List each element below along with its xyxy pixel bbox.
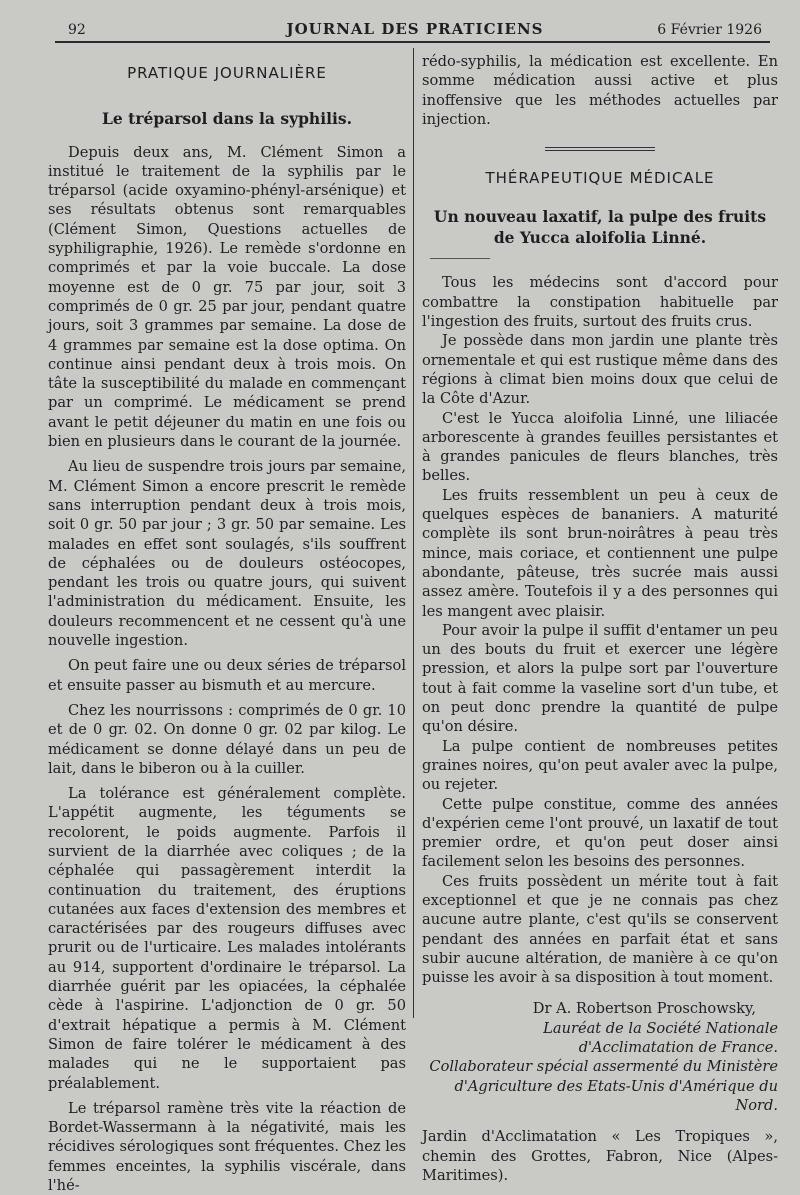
section-heading-left: PRATIQUE JOURNALIÈRE: [127, 64, 327, 82]
paragraph: Depuis deux ans, M. Clément Simon a institué le traitement de la syphilis par le tréparsol (acide oxyamino-phényl-arsénique) et ses résultats obtenus sont remarquables (Clément Simon, Questions actuelles de syphiligraphie, 1926). Le remède s'ordonne en comprimés et par la voie buccale. La dose moyenne est de 0 gr. 75 par jour, soit 3 comprimés de 0 gr. 25 par jour, pendant quatre jours, soit 3 grammes par semaine. La dose de 4 grammes par semaine est la dose optima. On continue ainsi pendant deux à trois mois. On tâte la susceptibilité du malade en commençant par un comprimé. Le médicament se prend avant le petit déjeuner du matin en une fois ou bien en plusieurs dans le courant de la journée.: [48, 143, 406, 451]
author-name: Dr A. Robertson Proschowsky,: [532, 1000, 756, 1018]
section-separator: [545, 147, 655, 151]
article-title-treparsol: Le tréparsol dans la syphilis.: [102, 109, 352, 129]
issue-date: 6 Février 1926: [657, 22, 762, 38]
author-credential: Collaborateur spécial assermenté du Ministère: [429, 1058, 778, 1076]
paragraph: La tolérance est généralement complète. L'appétit augmente, les téguments se recolorent, le poids augmente. Parfois il survient de la diarrhée avec coliques ; de la céphalée qui passagèrement interdit la continuation du traitement, des éruptions cutanées aux faces d'extension des membres et caractérisées par des rougeurs diffuses avec prurit ou de l'urticaire. Les malades intolérants au 914, supportent d'ordinaire le tréparsol. La diarrhée guérit par les opiacées, la céphalée cède à l'aspirine. L'adjonction de 0 gr. 50 d'extrait hépatique a permis à M. Clément Simon de faire tolérer le médicament à des malades qui ne le supportaient pas préalablement.: [48, 785, 406, 1092]
author-address: Jardin d'Acclimatation « Les Tropiques », chemin des Grottes, Fabron, Nice (Alpes-Maritimes).: [422, 1128, 778, 1184]
paragraph: Ces fruits possèdent un mérite tout à fait exceptionnel et que je ne connais pas chez aucune autre plante, c'est qu'ils se conservent pendant des années en parfait état et sans subir aucune altération, de manière à ce qu'on puisse les avoir à sa disposition à tout moment.: [422, 872, 778, 987]
paragraph: La pulpe contient de nombreuses petites graines noires, qu'on peut avaler avec la pulpe, ou rejeter.: [422, 737, 778, 794]
author-credential: Lauréat de la Société Nationale: [543, 1019, 778, 1037]
paragraph: Je possède dans mon jardin une plante très ornementale et qui est rustique même dans des régions à climat bien moins doux que celui de la Côte d'Azur.: [422, 332, 778, 408]
continued-paragraph: rédo-syphilis, la médication est excellente. En somme médication aussi active et plus inoffensive que les méthodes actuelles par injection.: [422, 53, 778, 128]
section-heading-right: THÉRAPEUTIQUE MÉDICALE: [485, 169, 715, 188]
paragraph: Au lieu de suspendre trois jours par semaine, M. Clément Simon a encore prescrit le remède sans interruption pendant deux à trois mois, soit 0 gr. 50 par jour ; 3 gr. 50 par semaine. Les malades en effet sont soulagés, s'ils souffrent de céphalées ou de douleurs ostéocopes, pendant les trois ou quatre jours, qui suivent l'administration du médicament. Ensuite, les douleurs recommencent et ne cessent qu'à une nouvelle ingestion.: [48, 458, 406, 650]
author-credential: d'Acclimatation de France.: [578, 1039, 778, 1057]
article-title-yucca: [422, 206, 778, 248]
page-number: 92: [68, 22, 86, 38]
column-divider: [413, 48, 414, 1018]
paragraph: On peut faire une ou deux séries de tréparsol et ensuite passer au bismuth et au mercure.: [48, 657, 406, 694]
title-rule: [430, 258, 490, 259]
left-column: [48, 52, 406, 1195]
paragraph: Tous les médecins sont d'accord pour combattre la constipation habituelle par l'ingestion des fruits, surtout des fruits crus.: [422, 274, 778, 331]
paragraph: Le tréparsol ramène très vite la réaction de Bordet-Wassermann à la négativité, mais les récidives sérologiques sont fréquentes. Chez les femmes enceintes, la syphilis viscérale, dans l'hé-: [48, 1099, 406, 1195]
title-line: Un nouveau laxatif, la pulpe des fruits: [433, 207, 767, 227]
paragraph: Chez les nourrissons : comprimés de 0 gr. 10 et de 0 gr. 02. On donne 0 gr. 02 par kilog. Le médicament se donne délayé dans un peu de lait, dans le biberon ou à la cuiller.: [48, 701, 406, 777]
paragraph: Pour avoir la pulpe il suffit d'entamer un peu un des bouts du fruit et exercer une légère pression, et alors la pulpe sort par l'ouverture tout à fait comme la vaseline sort d'un tube, et on peut donc prendre la quantité de pulpe qu'on désire.: [422, 621, 778, 736]
author-credential: d'Agriculture des Etats-Unis d'Amérique du Nord.: [454, 1077, 778, 1114]
title-line: de Yucca aloifolia Linné.: [493, 228, 707, 248]
journal-title: JOURNAL DES PRATICIENS: [286, 20, 544, 38]
running-header: [60, 18, 770, 42]
header-rule: [55, 41, 770, 43]
right-column: [422, 52, 778, 1185]
paragraph: Les fruits ressemblent un peu à ceux de quelques espèces de bananiers. A maturité complète ils sont brun-noirâtres à peau très mince, mais coriace, et contiennent une pulpe abondante, pâteuse, très sucrée mais aussi assez amère. Toutefois il y a des personnes qui les mangent avec plaisir.: [422, 486, 778, 620]
paragraph: Cette pulpe constitue, comme des années d'expérien ceme l'ont prouvé, un laxatif de tout premier ordre, et qu'on peut doser ainsi facilement selon les besoins des personnes.: [422, 795, 778, 871]
paragraph: C'est le Yucca aloifolia Linné, une liliacée arborescente à grandes feuilles persistantes et à grandes panicules de fleurs blanches, très belles.: [422, 409, 778, 485]
